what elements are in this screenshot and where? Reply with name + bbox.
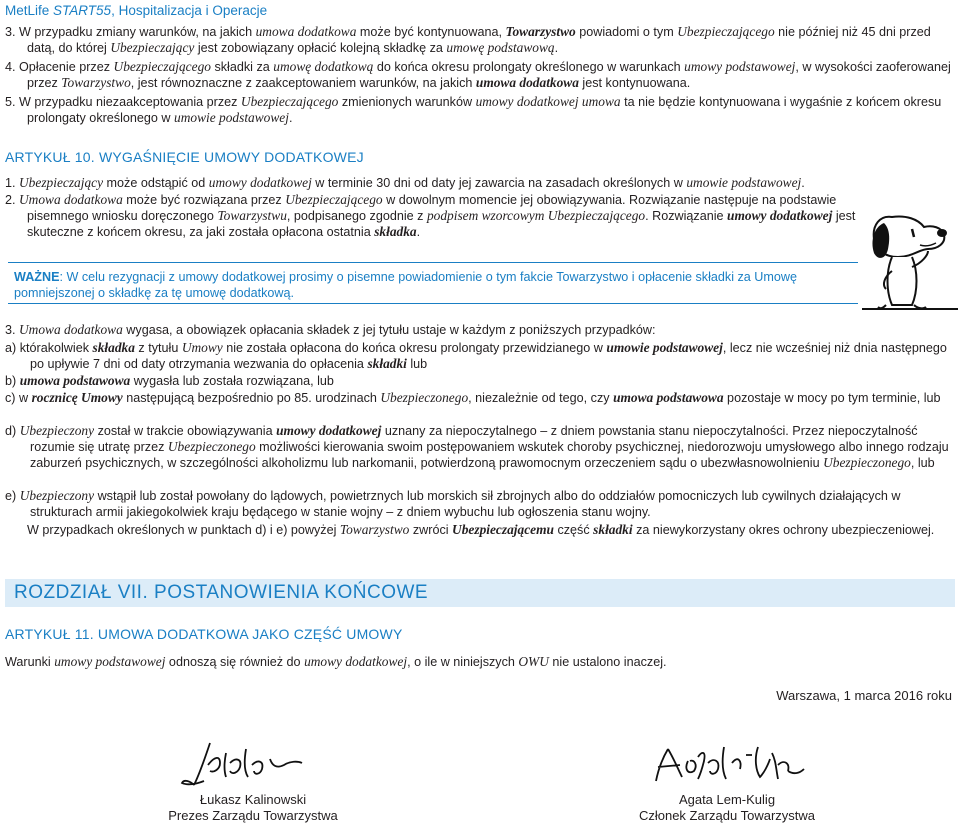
article-10-point-1: 1. Ubezpieczający może odstąpić od umowy dodatkowej w terminie 30 dni od daty jej zawarcia na zasadach określonych w umowie podstawowej. xyxy=(5,175,805,190)
article-10-point-2: 2. Umowa dodatkowa może być rozwiązana przez Ubezpieczającego w dowolnym momencie jej obowiązywania. Rozwiązanie następuje na podstawie pisemnego wniosku doręczonego Towarzystwu, podpisanego zgodnie z podpisem wzorcowym Ubezpieczającego. Rozwiązanie umowy dodatkowej jest skuteczne z końcem okresu, za jaki została opłacona ostatnia składka. xyxy=(5,192,856,240)
note-label: WAŻNE xyxy=(14,270,60,284)
paragraph-5: 5. W przypadku niezaakceptowania przez Ubezpieczającego zmienionych warunków umowy dodatkowej umowa ta nie będzie kontynuowana i wygaśnie z końcem okresu prolongaty określonego w umowie podstawowej. xyxy=(5,94,942,126)
header-rest: , Hospitalizacja i Operacje xyxy=(111,3,268,18)
paragraph-3: 3. W przypadku zmiany warunków, na jakich umowa dodatkowa może być kontynuowana, Towarzystwo powiadomi o tym Ubezpieczającego nie później niż 45 dni przed datą, do której Ubezpieczający jest zobowiązany opłacić kolejną składkę za umowę podstawową. xyxy=(5,24,931,56)
list-item-c: c) w rocznicę Umowy następującą bezpośrednio po 85. urodzinach Ubezpieczonego, niezależnie od tego, czy umowa podstawowa pozostaje w mocy po tym terminie, lub xyxy=(5,390,941,405)
list-item-e: e) Ubezpieczony wstąpił lub został powołany do lądowych, powietrznych lub morskich sił zbrojnych albo do oddziałów pomocniczych lub cywilnych działających w strukturach armii jakiegokolwiek kraju będącego w stanie wojny – z dniem wybuchu lub ogłoszenia stanu wojny. xyxy=(5,488,901,520)
article-11-heading: ARTYKUŁ 11. UMOWA DODATKOWA JAKO CZĘŚĆ UMOWY xyxy=(5,626,403,642)
header-product-italic: START55 xyxy=(53,3,112,18)
signature-icon xyxy=(648,735,808,790)
document-header xyxy=(5,3,267,19)
list-item-b: b) umowa podstawowa wygasła lub została rozwiązana, lub xyxy=(5,373,334,388)
article-10-point-3: 3. Umowa dodatkowa wygasa, a obowiązek opłacania składek z jej tytułu ustaje w każdym z poniższych przypadków: xyxy=(5,322,656,337)
signature-icon xyxy=(180,735,320,790)
note-text: : W celu rezygnacji z umowy dodatkowej prosimy o pisemne powiadomienie o tym fakcie Towarzystwo i opłacenie składki za Umowę pomniejszonej o składkę za tę umowę dodatkową. xyxy=(14,270,797,301)
document-date: Warszawa, 1 marca 2016 roku xyxy=(776,688,952,703)
signature-left-block xyxy=(123,792,383,824)
closing-paragraph: W przypadkach określonych w punktach d) i e) powyżej Towarzystwo zwróci Ubezpieczającemu część składki za niewykorzystany okres ochrony ubezpieczeniowej. xyxy=(27,522,935,537)
signatory-left-name: Łukasz Kalinowski xyxy=(199,792,307,807)
list-item-d: d) Ubezpieczony został w trakcie obowiązywania umowy dodatkowej uznany za niepoczytalnego – z dniem powstania stanu niepoczytalności. Przez niepoczytalność rozumie się utratę przez Ubezpieczonego możliwości kierowania swoim postępowaniem wskutek choroby psychicznej, niedorozwoju umysłowego albo innego rodzaju zaburzeń psychicznych, w szczególności alkoholizmu lub narkomanii, potwierdzoną prawomocnym orzeczeniem sądu o ubezwłasnowolnieniu Ubezpieczonego, lub xyxy=(5,423,949,471)
important-note xyxy=(8,262,858,304)
list-item-a: a) którakolwiek składka z tytułu Umowy nie została opłacona do końca okresu prolongaty przewidzianego w umowie podstawowej, lecz nie wcześniej niż dnia następnego po upływie 7 dni od daty otrzymania wezwania do opłacenia składki lub xyxy=(5,340,947,372)
header-product: MetLife xyxy=(5,3,54,18)
signature-right-block xyxy=(597,792,857,824)
article-11-text: Warunki umowy podstawowej odnoszą się również do umowy dodatkowej, o ile w niniejszych OWU nie ustalono inaczej. xyxy=(5,654,667,669)
signatory-left-role: Prezes Zarządu Towarzystwa xyxy=(168,808,338,823)
signatory-right-name: Agata Lem-Kulig xyxy=(678,792,776,807)
signatory-right-role: Członek Zarządu Towarzystwa xyxy=(638,808,816,823)
chapter-7-heading: ROZDZIAŁ VII. POSTANOWIENIA KOŃCOWE xyxy=(5,579,955,607)
snoopy-illustration xyxy=(862,205,958,315)
paragraph-4: 4. Opłacenie przez Ubezpieczającego składki za umowę dodatkową do końca okresu prolongaty określonego w warunkach umowy podstawowej, w wysokości zaoferowanej przez Towarzystwo, jest równoznaczne z zaakceptowaniem warunków, na jakich umowa dodatkowa jest kontynuowana. xyxy=(5,59,951,91)
article-10-heading: ARTYKUŁ 10. WYGAŚNIĘCIE UMOWY DODATKOWEJ xyxy=(5,149,364,165)
